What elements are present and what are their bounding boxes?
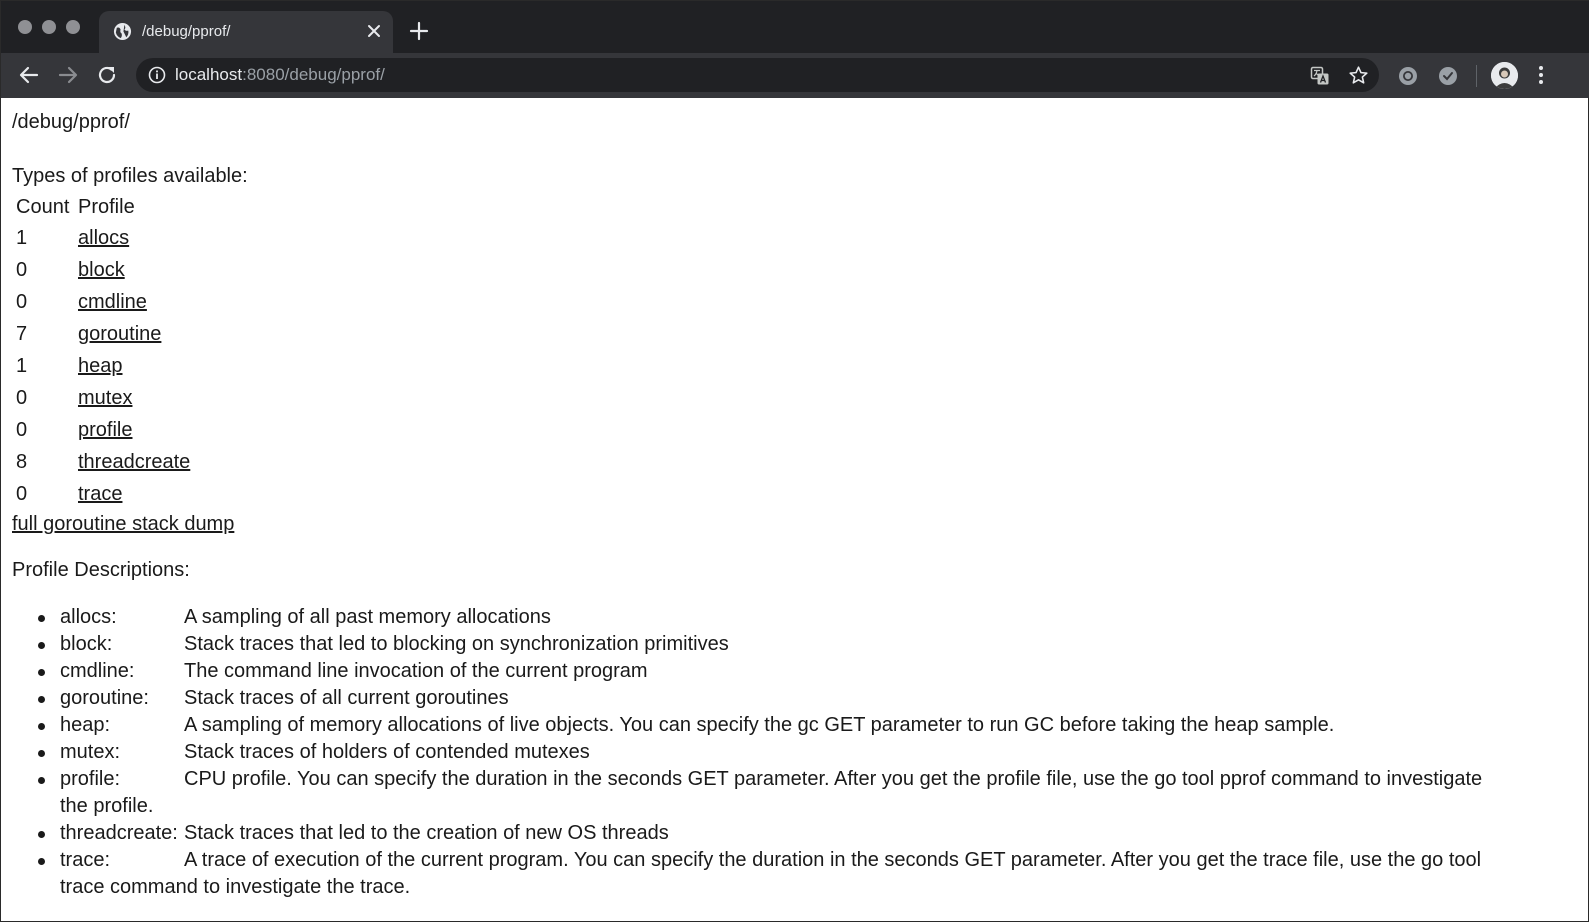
profile-link[interactable]: mutex	[78, 387, 133, 409]
table-row	[14, 350, 190, 382]
profile-link[interactable]: cmdline	[78, 291, 147, 313]
extension-record-icon[interactable]	[1398, 66, 1418, 86]
table-row	[14, 318, 190, 350]
table-header-row	[14, 192, 190, 222]
maximize-window-button[interactable]	[66, 20, 80, 34]
profile-cell	[76, 382, 190, 414]
description-text: The command line invocation of the current program	[184, 660, 648, 682]
profile-link[interactable]: heap	[78, 355, 123, 377]
profile-cell	[76, 446, 190, 478]
description-text-continued: the profile.	[60, 795, 154, 817]
description-term: threadcreate:	[60, 822, 178, 844]
new-tab-icon[interactable]	[409, 21, 429, 41]
count-header: Count	[16, 196, 70, 218]
list-item	[60, 658, 1589, 685]
avatar-person-icon	[1491, 62, 1518, 89]
description-term: trace:	[60, 849, 111, 871]
browser-toolbar	[1, 53, 1589, 98]
bookmark-star-icon[interactable]	[1348, 65, 1369, 86]
description-text: Stack traces of holders of contended mutexes	[184, 741, 590, 763]
description-text: A sampling of memory allocations of live objects. You can specify the gc GET parameter to run GC before taking the heap sample.	[184, 714, 1335, 736]
extension-check-icon[interactable]	[1438, 66, 1458, 86]
page-heading: /debug/pprof/	[12, 111, 130, 133]
profile-link[interactable]: goroutine	[78, 323, 162, 345]
profile-cell	[76, 286, 190, 318]
profile-count: 0	[16, 419, 28, 441]
table-row	[14, 446, 190, 478]
close-icon[interactable]	[365, 22, 383, 40]
url-text[interactable]	[175, 65, 385, 85]
profile-cell	[76, 414, 190, 446]
profile-cell	[76, 478, 190, 510]
more-menu-icon[interactable]	[1534, 64, 1548, 86]
profile-count: 0	[16, 387, 28, 409]
description-term: mutex:	[60, 741, 121, 763]
profile-link[interactable]: profile	[78, 419, 133, 441]
description-term: cmdline:	[60, 660, 135, 682]
list-item	[60, 820, 1589, 847]
table-row	[14, 478, 190, 510]
back-arrow-icon[interactable]	[18, 64, 40, 86]
profile-link[interactable]: trace	[78, 483, 123, 505]
profile-cell	[76, 222, 190, 254]
profile-cell	[76, 318, 190, 350]
list-item	[60, 847, 1589, 901]
description-text: Stack traces that led to the creation of new OS threads	[184, 822, 669, 844]
forward-arrow-icon[interactable]	[57, 64, 79, 86]
description-term: profile:	[60, 768, 121, 790]
profile-link[interactable]: allocs	[78, 227, 130, 249]
title-bar	[1, 1, 1589, 53]
profile-cell	[76, 254, 190, 286]
table-row	[14, 414, 190, 446]
full-goroutine-dump-link[interactable]: full goroutine stack dump	[12, 513, 235, 535]
descriptions-list	[12, 604, 1589, 901]
description-text: A trace of execution of the current program. You can specify the duration in the seconds GET parameter. After you get the trace file, use the go tool	[184, 849, 1482, 871]
description-text: Stack traces that led to blocking on synchronization primitives	[184, 633, 729, 655]
minimize-window-button[interactable]	[42, 20, 56, 34]
descriptions-label: Profile Descriptions:	[12, 559, 190, 581]
profile-cell	[76, 350, 190, 382]
table-row	[14, 222, 190, 254]
browser-tab[interactable]	[99, 11, 393, 53]
url-host: localhost	[175, 65, 243, 84]
description-term: goroutine:	[60, 687, 149, 709]
url-path: :8080/debug/pprof/	[242, 65, 385, 84]
description-term: heap:	[60, 714, 111, 736]
description-term: allocs:	[60, 606, 117, 628]
description-text-continued: trace command to investigate the trace.	[60, 876, 411, 898]
address-bar[interactable]	[136, 58, 1379, 92]
table-row	[14, 254, 190, 286]
description-text: Stack traces of all current goroutines	[184, 687, 509, 709]
description-text: CPU profile. You can specify the duration in the seconds GET parameter. After you get the profile file, use the go tool pprof command to investigate	[184, 768, 1483, 790]
list-item	[60, 712, 1589, 739]
table-row	[14, 286, 190, 318]
toolbar-divider	[1476, 65, 1477, 87]
profiles-table	[12, 192, 192, 510]
list-item	[60, 766, 1589, 820]
profile-count: 1	[16, 227, 28, 249]
description-text: A sampling of all past memory allocations	[184, 606, 551, 628]
profile-count: 0	[16, 291, 28, 313]
tab-title: /debug/pprof/	[142, 23, 231, 40]
list-item	[60, 631, 1589, 658]
profile-count: 7	[16, 323, 28, 345]
profile-header: Profile	[78, 196, 135, 218]
table-row	[14, 382, 190, 414]
profile-count: 0	[16, 483, 28, 505]
reload-icon[interactable]	[96, 64, 118, 86]
profile-link[interactable]: threadcreate	[78, 451, 191, 473]
types-label: Types of profiles available:	[12, 165, 248, 187]
globe-icon	[113, 22, 132, 41]
profile-link[interactable]: block	[78, 259, 125, 281]
profile-count: 0	[16, 259, 28, 281]
profile-avatar[interactable]	[1491, 62, 1518, 89]
profile-count: 1	[16, 355, 28, 377]
site-info-icon[interactable]	[148, 66, 166, 84]
close-window-button[interactable]	[18, 20, 32, 34]
list-item	[60, 604, 1589, 631]
translate-icon[interactable]	[1310, 66, 1330, 86]
profile-count: 8	[16, 451, 28, 473]
description-term: block:	[60, 633, 113, 655]
list-item	[60, 685, 1589, 712]
list-item	[60, 739, 1589, 766]
